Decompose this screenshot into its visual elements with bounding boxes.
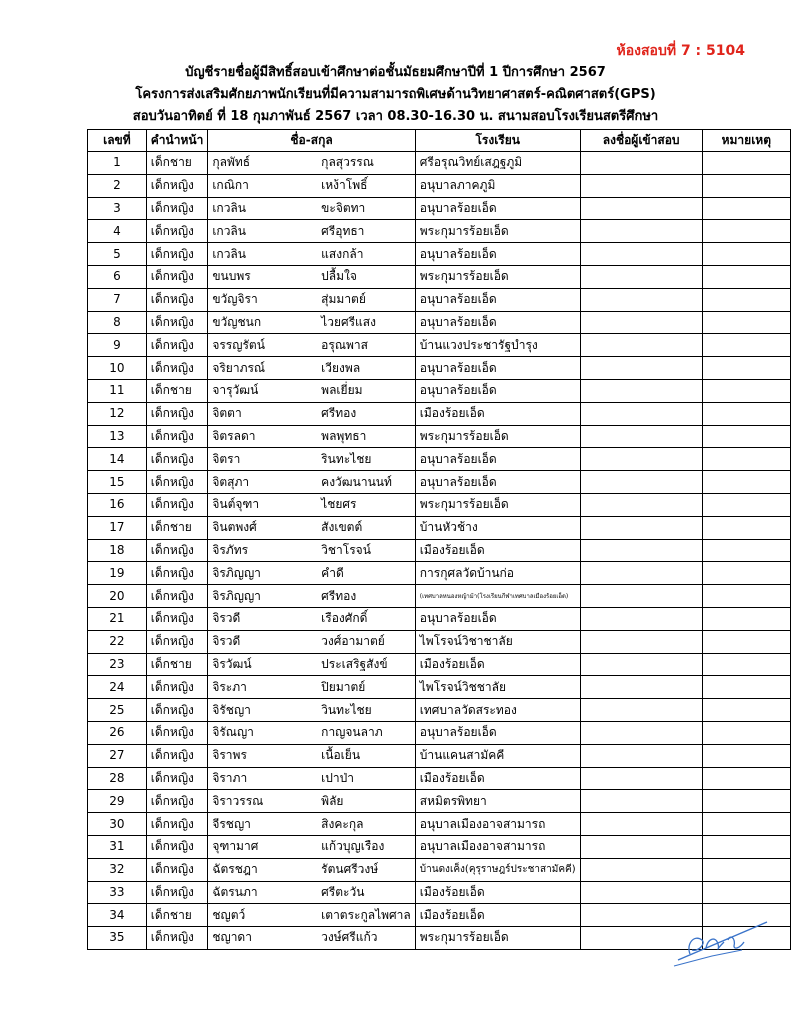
row-prefix: เด็กหญิง bbox=[146, 265, 208, 288]
row-first-name: จิรัณญา bbox=[208, 721, 317, 744]
header-no: เลขที่ bbox=[88, 130, 147, 152]
row-signature-cell bbox=[580, 425, 702, 448]
row-signature-cell bbox=[580, 835, 702, 858]
row-school: ไพโรจน์วิชชาลัย bbox=[415, 676, 580, 699]
row-signature-cell bbox=[580, 630, 702, 653]
row-school: (เทศบาลหนองหญ้าม้า(โรงเรียนกีฬาเทศบาลเมืองร้อยเอ็ด) bbox=[415, 585, 580, 608]
row-note-cell bbox=[702, 539, 790, 562]
row-prefix: เด็กหญิง bbox=[146, 858, 208, 881]
row-signature-cell bbox=[580, 152, 702, 175]
row-last-name: กุลสุวรรณ bbox=[317, 152, 415, 175]
row-number: 30 bbox=[88, 813, 147, 836]
row-last-name: กาญจนลาภ bbox=[317, 721, 415, 744]
row-note-cell bbox=[702, 197, 790, 220]
row-first-name: จิรัชญา bbox=[208, 699, 317, 722]
row-number: 25 bbox=[88, 699, 147, 722]
row-signature-cell bbox=[580, 471, 702, 494]
row-last-name: สังเขตต์ bbox=[317, 516, 415, 539]
row-number: 4 bbox=[88, 220, 147, 243]
row-note-cell bbox=[702, 676, 790, 699]
row-school: อนุบาลร้อยเอ็ด bbox=[415, 357, 580, 380]
row-number: 22 bbox=[88, 630, 147, 653]
row-last-name: ศรีทอง bbox=[317, 402, 415, 425]
row-note-cell bbox=[702, 858, 790, 881]
row-last-name: ศรีตะวัน bbox=[317, 881, 415, 904]
table-row bbox=[88, 585, 791, 608]
row-number: 16 bbox=[88, 493, 147, 516]
row-signature-cell bbox=[580, 881, 702, 904]
candidate-table bbox=[87, 129, 791, 950]
table-row bbox=[88, 379, 791, 402]
row-signature-cell bbox=[580, 243, 702, 266]
row-first-name: จิตรา bbox=[208, 448, 317, 471]
row-signature-cell bbox=[580, 562, 702, 585]
row-prefix: เด็กหญิง bbox=[146, 493, 208, 516]
row-note-cell bbox=[702, 881, 790, 904]
table-row bbox=[88, 790, 791, 813]
row-signature-cell bbox=[580, 744, 702, 767]
row-prefix: เด็กหญิง bbox=[146, 676, 208, 699]
row-last-name: พิลัย bbox=[317, 790, 415, 813]
row-note-cell bbox=[702, 699, 790, 722]
header-sign: ลงชื่อผู้เข้าสอบ bbox=[580, 130, 702, 152]
row-note-cell bbox=[702, 243, 790, 266]
table-row bbox=[88, 425, 791, 448]
row-first-name: ขวัญชนก bbox=[208, 311, 317, 334]
row-school: พระกุมารร้อยเอ็ด bbox=[415, 265, 580, 288]
row-number: 15 bbox=[88, 471, 147, 494]
row-school: ศรีอรุณวิทย์เสฎฐภูมิ bbox=[415, 152, 580, 175]
row-number: 5 bbox=[88, 243, 147, 266]
row-note-cell bbox=[702, 744, 790, 767]
row-number: 34 bbox=[88, 904, 147, 927]
row-first-name: จิตสุภา bbox=[208, 471, 317, 494]
row-note-cell bbox=[702, 562, 790, 585]
table-row bbox=[88, 676, 791, 699]
row-school: การกุศลวัดบ้านก่อ bbox=[415, 562, 580, 585]
row-school: ไพโรจน์วิชาชาลัย bbox=[415, 630, 580, 653]
row-number: 26 bbox=[88, 721, 147, 744]
row-school: อนุบาลร้อยเอ็ด bbox=[415, 288, 580, 311]
row-signature-cell bbox=[580, 699, 702, 722]
row-note-cell bbox=[702, 425, 790, 448]
row-prefix: เด็กหญิง bbox=[146, 927, 208, 950]
row-note-cell bbox=[702, 585, 790, 608]
row-prefix: เด็กชาย bbox=[146, 904, 208, 927]
row-signature-cell bbox=[580, 311, 702, 334]
row-prefix: เด็กหญิง bbox=[146, 607, 208, 630]
row-school: พระกุมารร้อยเอ็ด bbox=[415, 220, 580, 243]
row-first-name: จุฑามาศ bbox=[208, 835, 317, 858]
row-note-cell bbox=[702, 516, 790, 539]
row-signature-cell bbox=[580, 334, 702, 357]
row-first-name: ขนบพร bbox=[208, 265, 317, 288]
row-signature-cell bbox=[580, 265, 702, 288]
row-first-name: จิรวัฒน์ bbox=[208, 653, 317, 676]
row-note-cell bbox=[702, 402, 790, 425]
row-signature-cell bbox=[580, 448, 702, 471]
row-school: เมืองร้อยเอ็ด bbox=[415, 904, 580, 927]
row-signature-cell bbox=[580, 653, 702, 676]
row-last-name: แสงกล้า bbox=[317, 243, 415, 266]
row-first-name: จิรวดี bbox=[208, 607, 317, 630]
row-first-name: เกวลิน bbox=[208, 220, 317, 243]
row-signature-cell bbox=[580, 174, 702, 197]
row-prefix: เด็กหญิง bbox=[146, 174, 208, 197]
row-school: พระกุมารร้อยเอ็ด bbox=[415, 927, 580, 950]
row-number: 21 bbox=[88, 607, 147, 630]
row-prefix: เด็กหญิง bbox=[146, 767, 208, 790]
row-number: 8 bbox=[88, 311, 147, 334]
row-first-name: จินตพงศ์ bbox=[208, 516, 317, 539]
row-number: 19 bbox=[88, 562, 147, 585]
row-number: 6 bbox=[88, 265, 147, 288]
row-first-name: จิตตา bbox=[208, 402, 317, 425]
row-school: อนุบาลเมืองอาจสามารถ bbox=[415, 813, 580, 836]
row-first-name: เกวลิน bbox=[208, 197, 317, 220]
row-number: 33 bbox=[88, 881, 147, 904]
row-first-name: ขวัญจิรา bbox=[208, 288, 317, 311]
row-last-name: วงษ์ศรีแก้ว bbox=[317, 927, 415, 950]
row-note-cell bbox=[702, 835, 790, 858]
row-last-name: คงวัฒนานนท์ bbox=[317, 471, 415, 494]
row-first-name: จรรญรัตน์ bbox=[208, 334, 317, 357]
row-school: เมืองร้อยเอ็ด bbox=[415, 881, 580, 904]
row-last-name: พลพุทธา bbox=[317, 425, 415, 448]
row-last-name: เรืองศักดิ์ bbox=[317, 607, 415, 630]
row-first-name: เกวลิน bbox=[208, 243, 317, 266]
row-note-cell bbox=[702, 334, 790, 357]
row-last-name: ปลื้มใจ bbox=[317, 265, 415, 288]
table-row bbox=[88, 699, 791, 722]
row-signature-cell bbox=[580, 585, 702, 608]
table-row bbox=[88, 243, 791, 266]
row-number: 1 bbox=[88, 152, 147, 175]
row-prefix: เด็กหญิง bbox=[146, 425, 208, 448]
row-school: บ้านแคนสามัคคี bbox=[415, 744, 580, 767]
row-number: 27 bbox=[88, 744, 147, 767]
table-row bbox=[88, 152, 791, 175]
header-note: หมายเหตุ bbox=[702, 130, 790, 152]
row-note-cell bbox=[702, 767, 790, 790]
row-prefix: เด็กหญิง bbox=[146, 288, 208, 311]
row-number: 31 bbox=[88, 835, 147, 858]
row-note-cell bbox=[702, 448, 790, 471]
row-school: เมืองร้อยเอ็ด bbox=[415, 767, 580, 790]
row-first-name: จีรชญา bbox=[208, 813, 317, 836]
row-last-name: แก้วบุญเรือง bbox=[317, 835, 415, 858]
row-prefix: เด็กหญิง bbox=[146, 585, 208, 608]
header-prefix: คำนำหน้า bbox=[146, 130, 208, 152]
row-first-name: จิราภา bbox=[208, 767, 317, 790]
row-last-name: สิงคะกุล bbox=[317, 813, 415, 836]
table-header-row bbox=[88, 130, 791, 152]
row-prefix: เด็กหญิง bbox=[146, 197, 208, 220]
row-signature-cell bbox=[580, 516, 702, 539]
row-last-name: ศรีทอง bbox=[317, 585, 415, 608]
row-prefix: เด็กหญิง bbox=[146, 243, 208, 266]
row-school: เมืองร้อยเอ็ด bbox=[415, 653, 580, 676]
row-note-cell bbox=[702, 471, 790, 494]
row-school: บ้านดงเค็ง(คุรุราษฎร์ประชาสามัคคี) bbox=[415, 858, 580, 881]
row-note-cell bbox=[702, 630, 790, 653]
row-school: อนุบาลร้อยเอ็ด bbox=[415, 311, 580, 334]
row-signature-cell bbox=[580, 357, 702, 380]
row-prefix: เด็กหญิง bbox=[146, 471, 208, 494]
row-last-name: รินทะไชย bbox=[317, 448, 415, 471]
table-row bbox=[88, 471, 791, 494]
row-first-name: จิราพร bbox=[208, 744, 317, 767]
row-prefix: เด็กหญิง bbox=[146, 357, 208, 380]
table-row bbox=[88, 493, 791, 516]
row-number: 2 bbox=[88, 174, 147, 197]
row-signature-cell bbox=[580, 813, 702, 836]
row-last-name: เนื้อเย็น bbox=[317, 744, 415, 767]
row-first-name: จิรภิญญา bbox=[208, 585, 317, 608]
table-row bbox=[88, 402, 791, 425]
row-school: อนุบาลร้อยเอ็ด bbox=[415, 721, 580, 744]
row-signature-cell bbox=[580, 493, 702, 516]
row-first-name: จริยาภรณ์ bbox=[208, 357, 317, 380]
row-number: 12 bbox=[88, 402, 147, 425]
row-prefix: เด็กหญิง bbox=[146, 744, 208, 767]
row-note-cell bbox=[702, 653, 790, 676]
row-last-name: คำดี bbox=[317, 562, 415, 585]
row-first-name: กุลพัทธ์ bbox=[208, 152, 317, 175]
title-line-3: สอบวันอาทิตย์ ที่ 18 กุมภาพันธ์ 2567 เวลา 08.30-16.30 น. สนามสอบโรงเรียนสตรีศึกษา bbox=[132, 109, 659, 124]
row-school: อนุบาลเมืองอาจสามารถ bbox=[415, 835, 580, 858]
table-row bbox=[88, 288, 791, 311]
row-school: อนุบาลร้อยเอ็ด bbox=[415, 607, 580, 630]
row-note-cell bbox=[702, 379, 790, 402]
document-header bbox=[0, 62, 791, 128]
row-last-name: เตาตระกูลไพศาล bbox=[317, 904, 415, 927]
row-first-name: ชญาดา bbox=[208, 927, 317, 950]
row-number: 18 bbox=[88, 539, 147, 562]
row-prefix: เด็กหญิง bbox=[146, 402, 208, 425]
row-prefix: เด็กหญิง bbox=[146, 334, 208, 357]
row-last-name: รัตนศรีวงษ์ bbox=[317, 858, 415, 881]
table-row bbox=[88, 311, 791, 334]
row-signature-cell bbox=[580, 767, 702, 790]
row-signature-cell bbox=[580, 379, 702, 402]
row-last-name: วินทะไชย bbox=[317, 699, 415, 722]
row-last-name: เวียงพล bbox=[317, 357, 415, 380]
row-first-name: ชญตว์ bbox=[208, 904, 317, 927]
row-first-name: จิรวดี bbox=[208, 630, 317, 653]
row-prefix: เด็กหญิง bbox=[146, 220, 208, 243]
row-prefix: เด็กหญิง bbox=[146, 835, 208, 858]
row-note-cell bbox=[702, 790, 790, 813]
row-signature-cell bbox=[580, 539, 702, 562]
table-row bbox=[88, 607, 791, 630]
row-note-cell bbox=[702, 721, 790, 744]
row-number: 13 bbox=[88, 425, 147, 448]
row-school: บ้านหัวช้าง bbox=[415, 516, 580, 539]
signature-image bbox=[672, 920, 782, 970]
row-note-cell bbox=[702, 493, 790, 516]
row-prefix: เด็กหญิง bbox=[146, 630, 208, 653]
row-last-name: วิชาโรจน์ bbox=[317, 539, 415, 562]
table-row bbox=[88, 835, 791, 858]
row-first-name: จิตรลดา bbox=[208, 425, 317, 448]
row-last-name: ประเสริฐสังข์ bbox=[317, 653, 415, 676]
row-number: 20 bbox=[88, 585, 147, 608]
row-prefix: เด็กหญิง bbox=[146, 721, 208, 744]
table-row bbox=[88, 630, 791, 653]
row-prefix: เด็กชาย bbox=[146, 653, 208, 676]
table-row bbox=[88, 448, 791, 471]
row-school: บ้านแวงประชารัฐบำรุง bbox=[415, 334, 580, 357]
row-first-name: จินต์จุฑา bbox=[208, 493, 317, 516]
table-row bbox=[88, 721, 791, 744]
table-row bbox=[88, 767, 791, 790]
row-signature-cell bbox=[580, 197, 702, 220]
row-last-name: ไชยศร bbox=[317, 493, 415, 516]
row-school: เทศบาลวัดสระทอง bbox=[415, 699, 580, 722]
row-number: 24 bbox=[88, 676, 147, 699]
row-note-cell bbox=[702, 152, 790, 175]
row-school: อนุบาลร้อยเอ็ด bbox=[415, 448, 580, 471]
row-school: เมืองร้อยเอ็ด bbox=[415, 539, 580, 562]
header-school: โรงเรียน bbox=[415, 130, 580, 152]
row-school: อนุบาลร้อยเอ็ด bbox=[415, 243, 580, 266]
row-note-cell bbox=[702, 220, 790, 243]
row-signature-cell bbox=[580, 288, 702, 311]
table-row bbox=[88, 539, 791, 562]
row-signature-cell bbox=[580, 858, 702, 881]
row-number: 7 bbox=[88, 288, 147, 311]
row-note-cell bbox=[702, 607, 790, 630]
row-prefix: เด็กหญิง bbox=[146, 790, 208, 813]
row-number: 23 bbox=[88, 653, 147, 676]
row-first-name: ฉัตรชฎา bbox=[208, 858, 317, 881]
row-number: 28 bbox=[88, 767, 147, 790]
table-row bbox=[88, 174, 791, 197]
row-note-cell bbox=[702, 311, 790, 334]
table-row bbox=[88, 357, 791, 380]
row-note-cell bbox=[702, 357, 790, 380]
row-last-name: ไวยศรีแสง bbox=[317, 311, 415, 334]
table-row bbox=[88, 562, 791, 585]
row-last-name: พลเยี่ยม bbox=[317, 379, 415, 402]
row-number: 14 bbox=[88, 448, 147, 471]
row-number: 3 bbox=[88, 197, 147, 220]
row-school: พระกุมารร้อยเอ็ด bbox=[415, 425, 580, 448]
row-last-name: เปาป่า bbox=[317, 767, 415, 790]
row-prefix: เด็กหญิง bbox=[146, 562, 208, 585]
row-prefix: เด็กหญิง bbox=[146, 813, 208, 836]
row-school: พระกุมารร้อยเอ็ด bbox=[415, 493, 580, 516]
row-number: 29 bbox=[88, 790, 147, 813]
table-row bbox=[88, 220, 791, 243]
row-prefix: เด็กหญิง bbox=[146, 448, 208, 471]
row-last-name: อรุณพาส bbox=[317, 334, 415, 357]
row-prefix: เด็กหญิง bbox=[146, 311, 208, 334]
row-number: 9 bbox=[88, 334, 147, 357]
row-prefix: เด็กหญิง bbox=[146, 539, 208, 562]
row-first-name: จิราวรรณ bbox=[208, 790, 317, 813]
table-row bbox=[88, 858, 791, 881]
row-number: 17 bbox=[88, 516, 147, 539]
table-body bbox=[88, 152, 791, 950]
table-row bbox=[88, 653, 791, 676]
row-number: 10 bbox=[88, 357, 147, 380]
row-prefix: เด็กหญิง bbox=[146, 881, 208, 904]
row-signature-cell bbox=[580, 721, 702, 744]
row-prefix: เด็กชาย bbox=[146, 516, 208, 539]
row-signature-cell bbox=[580, 676, 702, 699]
row-prefix: เด็กชาย bbox=[146, 152, 208, 175]
row-last-name: วงศ์อามาตย์ bbox=[317, 630, 415, 653]
table-row bbox=[88, 265, 791, 288]
row-first-name: เกณิกา bbox=[208, 174, 317, 197]
row-prefix: เด็กหญิง bbox=[146, 699, 208, 722]
row-signature-cell bbox=[580, 790, 702, 813]
row-note-cell bbox=[702, 265, 790, 288]
title-line-2: โครงการส่งเสริมศักยภาพนักเรียนที่มีความสามารถพิเศษด้านวิทยาศาสตร์-คณิตศาสตร์(GPS) bbox=[135, 87, 656, 102]
table-row bbox=[88, 744, 791, 767]
row-school: อนุบาลร้อยเอ็ด bbox=[415, 197, 580, 220]
row-last-name: ศรีอุทธา bbox=[317, 220, 415, 243]
row-last-name: สุ่มมาตย์ bbox=[317, 288, 415, 311]
title-line-1: บัญชีรายชื่อผู้มีสิทธิ์สอบเข้าศึกษาต่อชั้นมัธยมศึกษาปีที่ 1 ปีการศึกษา 2567 bbox=[185, 65, 606, 80]
row-first-name: ฉัตรนภา bbox=[208, 881, 317, 904]
row-number: 11 bbox=[88, 379, 147, 402]
row-last-name: ปิยมาตย์ bbox=[317, 676, 415, 699]
row-signature-cell bbox=[580, 402, 702, 425]
table-row bbox=[88, 334, 791, 357]
row-first-name: จิระภา bbox=[208, 676, 317, 699]
row-school: สหมิตรพิทยา bbox=[415, 790, 580, 813]
exam-room-label: ห้องสอบที่ 7 : 5104 bbox=[616, 43, 745, 59]
row-note-cell bbox=[702, 288, 790, 311]
row-first-name: จิรภัทร bbox=[208, 539, 317, 562]
row-prefix: เด็กชาย bbox=[146, 379, 208, 402]
row-school: อนุบาลร้อยเอ็ด bbox=[415, 379, 580, 402]
row-number: 35 bbox=[88, 927, 147, 950]
row-number: 32 bbox=[88, 858, 147, 881]
row-first-name: จารุวัฒน์ bbox=[208, 379, 317, 402]
row-last-name: ขะจิตทา bbox=[317, 197, 415, 220]
table-row bbox=[88, 813, 791, 836]
header-name: ชื่อ-สกุล bbox=[208, 130, 415, 152]
row-school: อนุบาลร้อยเอ็ด bbox=[415, 471, 580, 494]
table-row bbox=[88, 881, 791, 904]
row-note-cell bbox=[702, 813, 790, 836]
row-first-name: จิรภิญญา bbox=[208, 562, 317, 585]
table-row bbox=[88, 197, 791, 220]
row-signature-cell bbox=[580, 220, 702, 243]
row-signature-cell bbox=[580, 607, 702, 630]
table-row bbox=[88, 516, 791, 539]
row-last-name: เหง้าโพธิ์ bbox=[317, 174, 415, 197]
row-note-cell bbox=[702, 174, 790, 197]
row-school: อนุบาลภาคภูมิ bbox=[415, 174, 580, 197]
row-school: เมืองร้อยเอ็ด bbox=[415, 402, 580, 425]
